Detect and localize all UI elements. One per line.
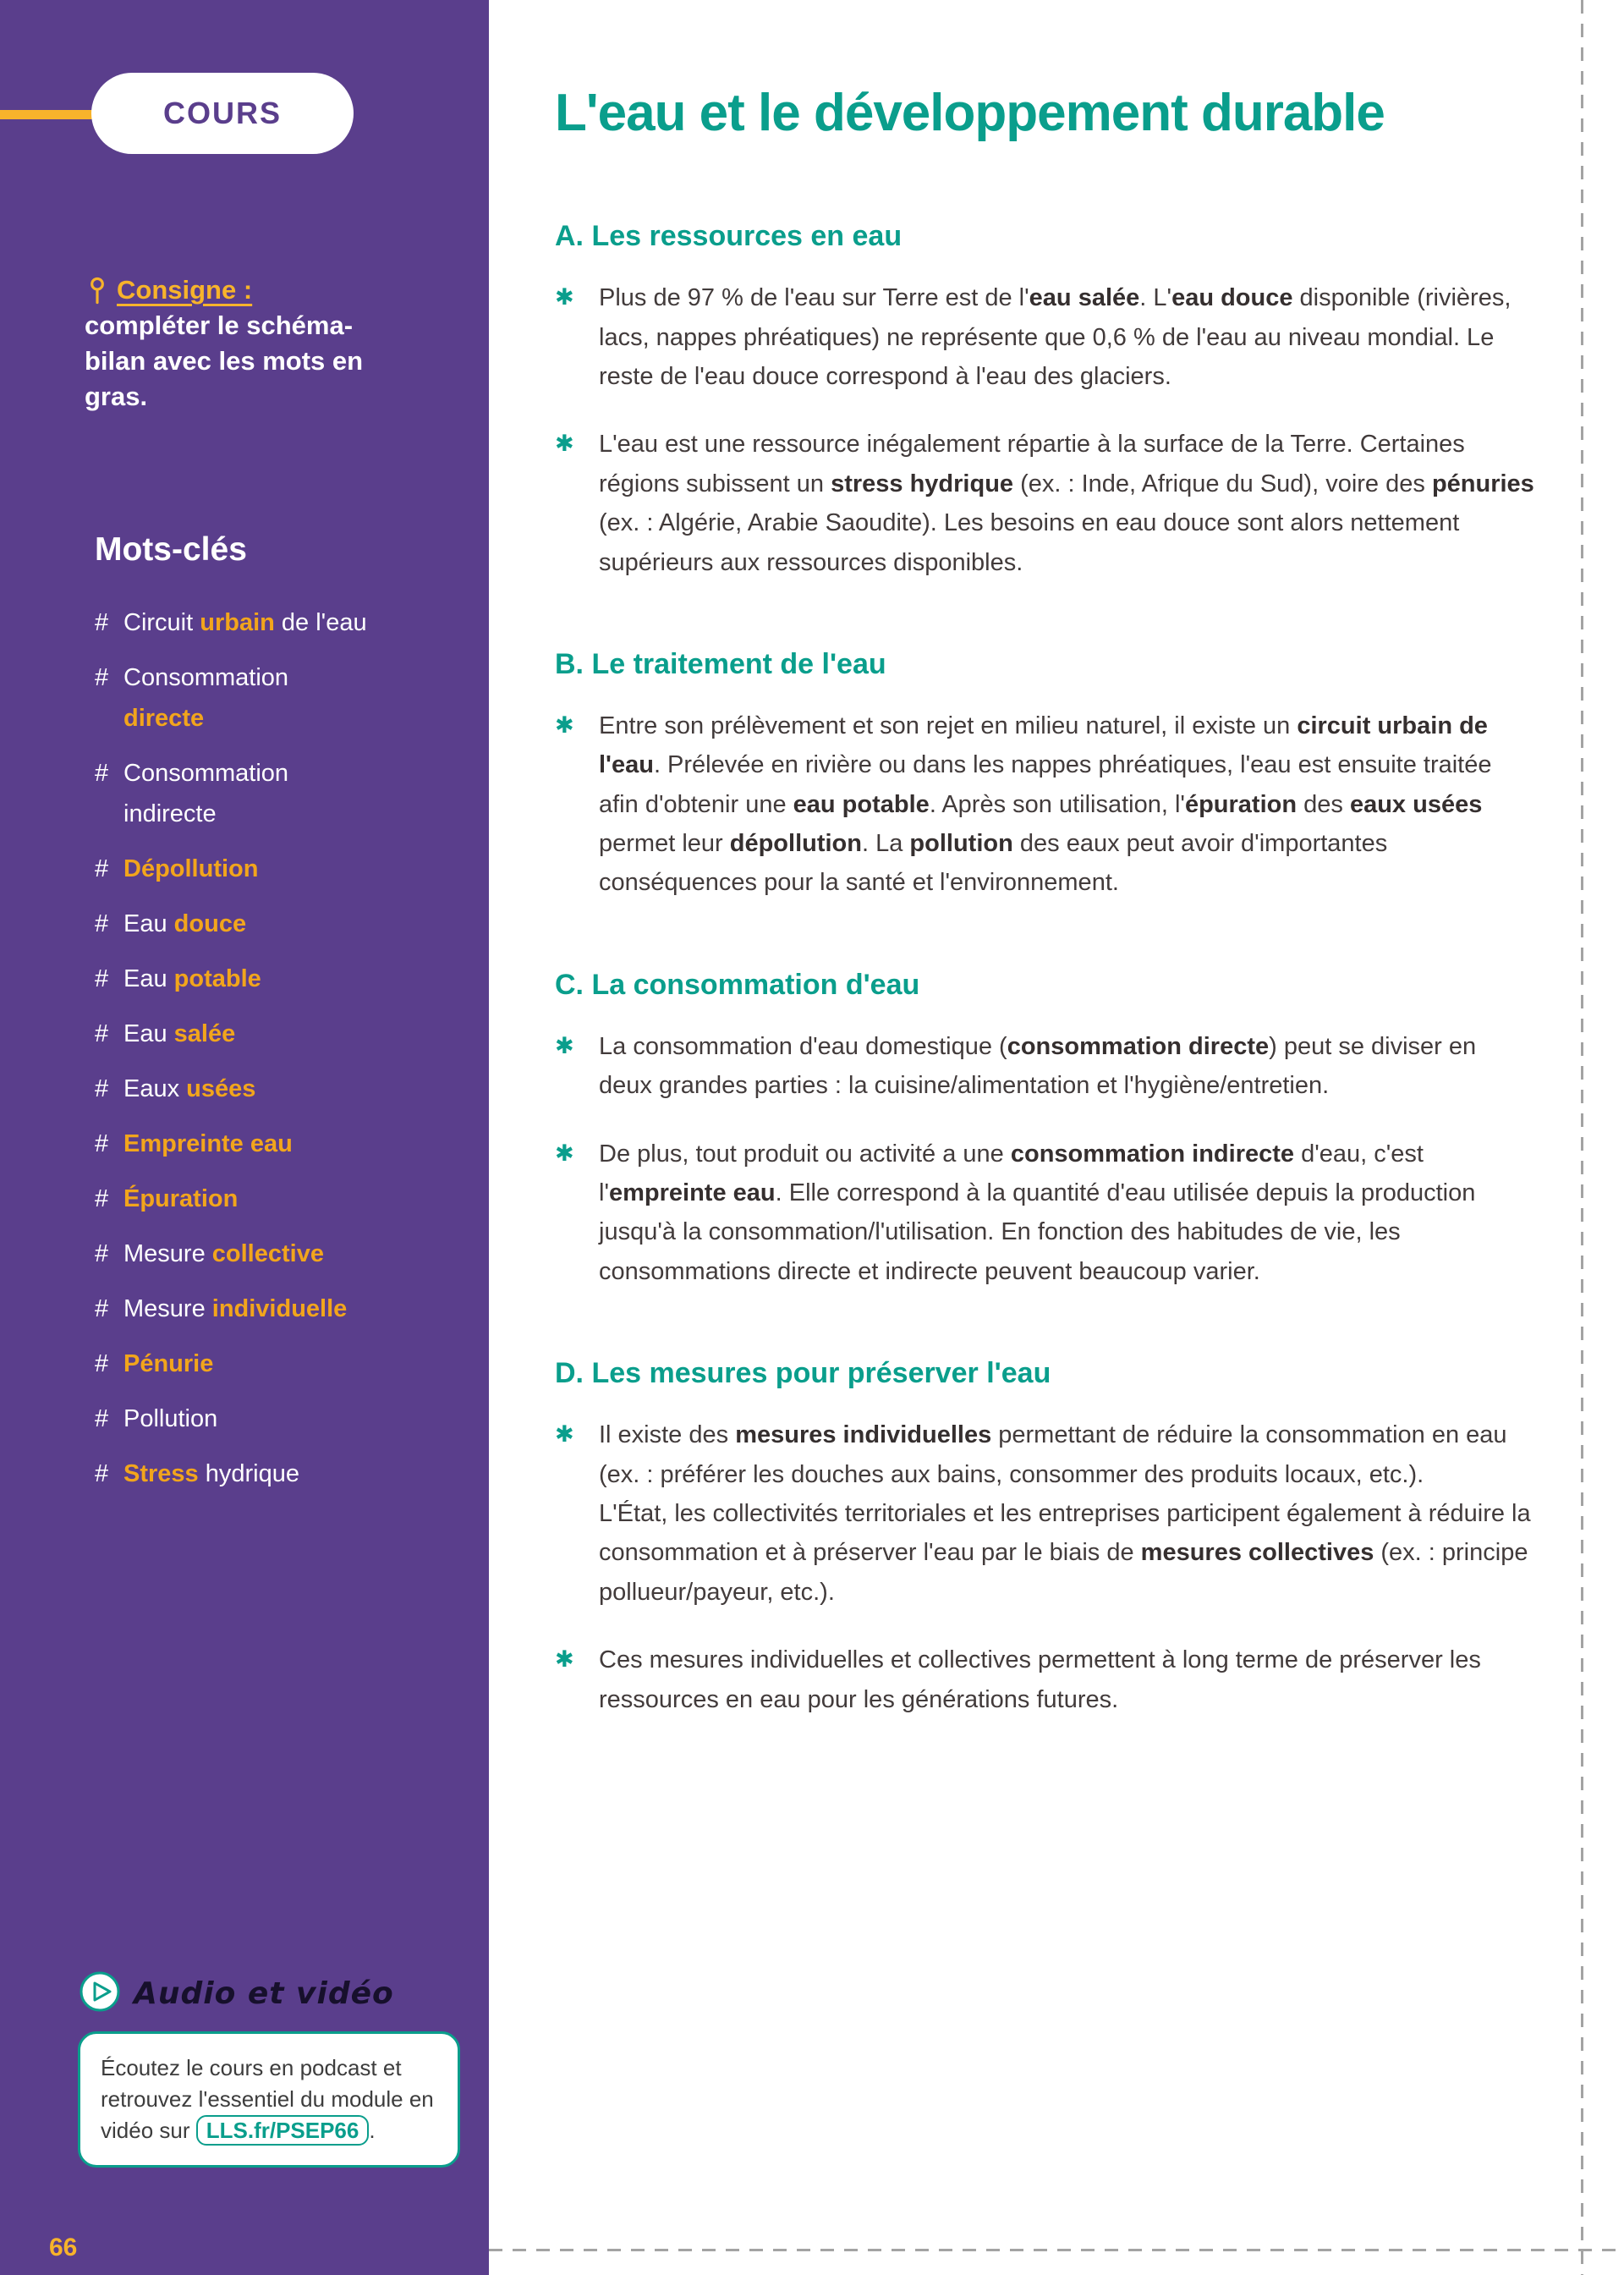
keyword-label: Pollution	[123, 1405, 218, 1432]
page-number: 66	[49, 2234, 78, 2261]
asterisk-bullet-icon: ✱	[555, 1140, 574, 1166]
hash-icon: #	[95, 1460, 109, 1487]
keyword-label: Eau potable	[123, 965, 261, 992]
consigne-block	[85, 272, 364, 414]
hash-icon: #	[95, 855, 109, 882]
hash-icon: #	[95, 609, 109, 636]
bullet-item	[555, 1027, 1534, 1106]
section-D	[555, 1357, 1534, 1719]
play-icon[interactable]	[78, 1970, 122, 2018]
bullet-text: Ces mesures individuelles et collectives permettent à long terme de préserver les ressources en eau pour les générations futures.	[599, 1646, 1481, 1713]
asterisk-bullet-icon: ✱	[555, 712, 574, 738]
consigne-label: Consigne :	[117, 275, 253, 305]
keyword-label: Épuration	[123, 1185, 239, 1212]
media-block	[78, 1970, 460, 2168]
keyword-label: Dépollution	[123, 855, 259, 882]
keyword-item	[95, 1179, 425, 1219]
section-heading: D. Les mesures pour préserver l'eau	[555, 1357, 1051, 1390]
section-heading: A. Les ressources en eau	[555, 220, 903, 253]
asterisk-bullet-icon: ✱	[555, 1421, 574, 1448]
keyword-item	[95, 1014, 425, 1054]
hash-icon: #	[95, 1075, 109, 1102]
keyword-item	[95, 1344, 425, 1384]
keyword-item	[95, 904, 425, 944]
keyword-label: Eau douce	[123, 910, 247, 937]
asterisk-bullet-icon: ✱	[555, 431, 574, 457]
sidebar	[0, 0, 489, 2275]
hash-icon: #	[95, 1185, 109, 1212]
keyword-label: Eau salée	[123, 1020, 236, 1047]
consigne-header	[85, 272, 364, 308]
keyword-item	[95, 1289, 425, 1329]
hash-icon: #	[95, 1405, 109, 1432]
keyword-item	[95, 1453, 425, 1494]
hash-icon: #	[95, 760, 109, 787]
cours-badge-label: COURS	[162, 96, 282, 130]
keyword-label: Empreinte eau	[123, 1130, 293, 1157]
hash-icon: #	[95, 664, 109, 691]
hash-icon: #	[95, 1295, 109, 1322]
sections	[555, 220, 1534, 1719]
page-title: L'eau et le développement durable	[555, 84, 1385, 142]
keyword-label: Mesure individuelle	[123, 1295, 348, 1322]
keyword-item	[95, 753, 425, 834]
keyword-item	[95, 1399, 425, 1439]
bullet-text: Entre son prélèvement et son rejet en milieu naturel, il existe un circuit urbain de l'eau. Prélevée en rivière ou dans les nappes phréatiques, l'eau est ensuite traitée afin d'obtenir une eau potable. Après son utilisation, l'épuration des eaux usées permet leur dépollution. La pollution des eaux peut avoir d'importantes conséquences pour la santé et l'environnement.	[599, 712, 1492, 897]
bullet-item	[555, 425, 1534, 582]
hash-icon: #	[95, 1020, 109, 1047]
hash-icon: #	[95, 910, 109, 937]
keyword-label: Stress hydrique	[123, 1460, 299, 1487]
section-heading: B. Le traitement de l'eau	[555, 647, 886, 680]
keyword-label: Consommation directe	[123, 664, 289, 732]
keyword-label: Consommation indirecte	[123, 760, 289, 827]
keyword-item	[95, 1234, 425, 1274]
keyword-item	[95, 1124, 425, 1164]
keyword-label: Mesure collective	[123, 1240, 324, 1267]
crop-mark-horizontal	[489, 2249, 1624, 2251]
media-title: Audio et vidéo	[134, 1976, 394, 2011]
bullet-text: La consommation d'eau domestique (consommation directe) peut se diviser en deux grandes parties : la cuisine/alimentation et l'hygiène/entretien.	[599, 1032, 1477, 1100]
bullet-text: De plus, tout produit ou activité a une consommation indirecte d'eau, c'est l'empreinte eau. Elle correspond à la quantité d'eau utilisée depuis la production jusqu'à la consommation/l'utilisation. En fonction des habitudes de vie, les consommations directe et indirecte peuvent beaucoup varier.	[599, 1140, 1476, 1285]
keyword-label: Pénurie	[123, 1350, 214, 1377]
bullet-item	[555, 1135, 1534, 1292]
asterisk-bullet-icon: ✱	[555, 284, 574, 310]
keyword-item	[95, 959, 425, 999]
keyword-item	[95, 849, 425, 889]
pin-icon	[85, 276, 110, 305]
media-box	[78, 2031, 460, 2168]
keyword-item	[95, 1069, 425, 1109]
section-C	[555, 969, 1534, 1291]
bullet-item	[555, 706, 1534, 903]
bullet-item	[555, 1640, 1534, 1719]
media-text-after: .	[369, 2117, 376, 2143]
keyword-label: Circuit urbain de l'eau	[123, 609, 367, 636]
main-content	[555, 0, 1534, 1785]
hash-icon: #	[95, 1130, 109, 1157]
hash-icon: #	[95, 965, 109, 992]
hash-icon: #	[95, 1240, 109, 1267]
bullet-text: Plus de 97 % de l'eau sur Terre est de l'eau salée. L'eau douce disponible (rivières, lacs, nappes phréatiques) ne représente que 0,6 % de l'eau au niveau mondial. Le reste de l'eau douce correspond à l'eau des glaciers.	[599, 284, 1512, 390]
crop-mark-vertical	[1581, 0, 1583, 2275]
keyword-label: Eaux usées	[123, 1075, 256, 1102]
media-link[interactable]: LLS.fr/PSEP66	[196, 2115, 370, 2146]
hash-icon: #	[95, 1350, 109, 1377]
keywords-list	[95, 602, 425, 1494]
media-text: Écoutez le cours en podcast et retrouvez l'essentiel du module en vidéo sur	[101, 2055, 434, 2143]
keyword-item	[95, 657, 425, 739]
media-header	[78, 1970, 460, 2018]
bullet-item	[555, 278, 1534, 396]
bullet-item	[555, 1415, 1534, 1612]
asterisk-bullet-icon: ✱	[555, 1032, 574, 1058]
bullet-text: L'eau est une ressource inégalement répartie à la surface de la Terre. Certaines régions subissent un stress hydrique (ex. : Inde, Afrique du Sud), voire des pénuries (ex. : Algérie, Arabie Saoudite). Les besoins en eau douce sont alors nettement supérieurs aux ressources disponibles.	[599, 431, 1534, 576]
asterisk-bullet-icon: ✱	[555, 1646, 574, 1673]
keyword-item	[95, 602, 425, 643]
consigne-text: compléter le schéma-bilan avec les mots en gras.	[85, 310, 364, 411]
section-heading: C. La consommation d'eau	[555, 968, 920, 1001]
cours-badge	[91, 73, 354, 154]
keywords-title: Mots-clés	[95, 531, 247, 568]
section-B	[555, 648, 1534, 903]
bullet-text: Il existe des mesures individuelles permettant de réduire la consommation en eau (ex. : préférer les douches aux bains, consommer des produits locaux, etc.). L'État, les collectivités territoriales et les entreprises participent également à réduire la consommation et à préserver l'eau par le biais de mesures collectives (ex. : principe pollueur/payeur, etc.).	[599, 1421, 1531, 1606]
section-A	[555, 220, 1534, 582]
